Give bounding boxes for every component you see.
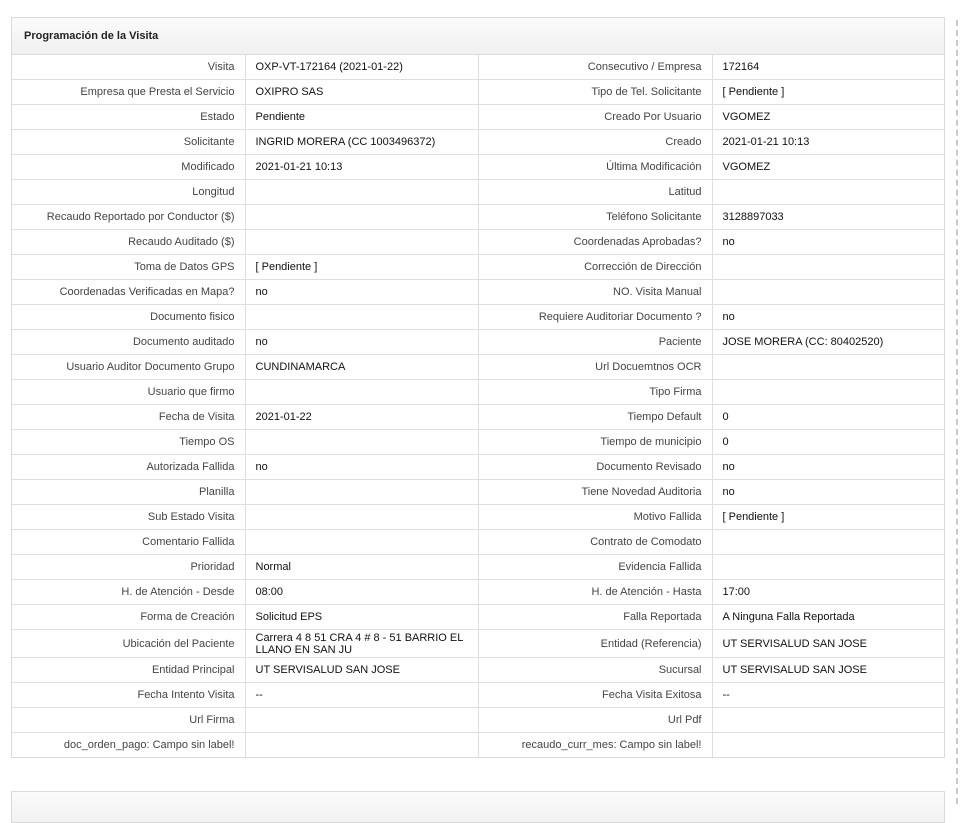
field-value: 0 (712, 405, 944, 430)
table-row (12, 180, 944, 205)
field-value (245, 480, 478, 505)
field-label: Tiene Novedad Auditoria (478, 480, 712, 505)
field-label: Entidad Principal (12, 658, 245, 683)
field-label: Contrato de Comodato (478, 530, 712, 555)
visit-details-table (12, 55, 944, 757)
field-label: Documento fisico (12, 305, 245, 330)
field-label: Sub Estado Visita (12, 505, 245, 530)
field-value: 2021-01-22 (245, 405, 478, 430)
field-label: Autorizada Fallida (12, 455, 245, 480)
field-label: Fecha Intento Visita (12, 683, 245, 708)
table-row (12, 683, 944, 708)
table-row (12, 708, 944, 733)
field-value: no (712, 480, 944, 505)
table-row (12, 480, 944, 505)
table-row (12, 280, 944, 305)
field-label: Recaudo Reportado por Conductor ($) (12, 205, 245, 230)
panel-title: Programación de la Visita (12, 18, 944, 55)
field-value: Solicitud EPS (245, 605, 478, 630)
field-value: 172164 (712, 55, 944, 80)
field-value (712, 530, 944, 555)
field-value: A Ninguna Falla Reportada (712, 605, 944, 630)
field-value: [ Pendiente ] (245, 255, 478, 280)
field-label: H. de Atención - Desde (12, 580, 245, 605)
field-value: no (245, 280, 478, 305)
table-row (12, 230, 944, 255)
field-value: VGOMEZ (712, 155, 944, 180)
table-row (12, 580, 944, 605)
field-value: [ Pendiente ] (712, 505, 944, 530)
table-row (12, 205, 944, 230)
field-value: no (245, 330, 478, 355)
field-label: Tiempo de municipio (478, 430, 712, 455)
table-row (12, 355, 944, 380)
field-label: Creado Por Usuario (478, 105, 712, 130)
field-label: doc_orden_pago: Campo sin label! (12, 733, 245, 758)
table-row (12, 455, 944, 480)
field-label: Fecha de Visita (12, 405, 245, 430)
field-value (245, 708, 478, 733)
field-value (712, 355, 944, 380)
field-label: H. de Atención - Hasta (478, 580, 712, 605)
field-label: Url Docuemtnos OCR (478, 355, 712, 380)
field-value (245, 430, 478, 455)
field-label: Tiempo OS (12, 430, 245, 455)
table-row (12, 330, 944, 355)
field-label: Usuario que firmo (12, 380, 245, 405)
next-panel-header (11, 791, 945, 823)
field-value: 17:00 (712, 580, 944, 605)
field-label: Falla Reportada (478, 605, 712, 630)
field-label: Requiere Auditoriar Documento ? (478, 305, 712, 330)
field-value: INGRID MORERA (CC 1003496372) (245, 130, 478, 155)
field-value (712, 180, 944, 205)
table-row (12, 658, 944, 683)
field-label: Toma de Datos GPS (12, 255, 245, 280)
table-row (12, 255, 944, 280)
field-value (245, 733, 478, 758)
field-value: no (712, 230, 944, 255)
field-value: UT SERVISALUD SAN JOSE (712, 630, 944, 658)
field-value (712, 555, 944, 580)
field-value (245, 505, 478, 530)
field-label: NO. Visita Manual (478, 280, 712, 305)
table-row (12, 80, 944, 105)
field-label: Creado (478, 130, 712, 155)
table-row (12, 555, 944, 580)
field-label: Coordenadas Verificadas en Mapa? (12, 280, 245, 305)
table-row (12, 605, 944, 630)
field-label: Paciente (478, 330, 712, 355)
field-label: Tipo de Tel. Solicitante (478, 80, 712, 105)
field-value: OXIPRO SAS (245, 80, 478, 105)
field-value (245, 305, 478, 330)
field-value: no (712, 455, 944, 480)
field-value (712, 255, 944, 280)
field-value: VGOMEZ (712, 105, 944, 130)
field-value (245, 205, 478, 230)
field-label: Última Modificación (478, 155, 712, 180)
table-row (12, 530, 944, 555)
field-label: Evidencia Fallida (478, 555, 712, 580)
field-value: 0 (712, 430, 944, 455)
field-value (245, 530, 478, 555)
field-label: Ubicación del Paciente (12, 630, 245, 658)
field-value: no (245, 455, 478, 480)
field-label: Documento Revisado (478, 455, 712, 480)
field-value: -- (245, 683, 478, 708)
field-value: OXP-VT-172164 (2021-01-22) (245, 55, 478, 80)
field-label: Fecha Visita Exitosa (478, 683, 712, 708)
table-row (12, 405, 944, 430)
field-label: Teléfono Solicitante (478, 205, 712, 230)
table-row (12, 505, 944, 530)
table-row (12, 305, 944, 330)
field-label: Documento auditado (12, 330, 245, 355)
field-value: 2021-01-21 10:13 (245, 155, 478, 180)
field-value: 3128897033 (712, 205, 944, 230)
field-value: UT SERVISALUD SAN JOSE (712, 658, 944, 683)
field-label: Comentario Fallida (12, 530, 245, 555)
field-value (712, 733, 944, 758)
field-value: Carrera 4 8 51 CRA 4 # 8 - 51 BARRIO EL LLANO EN SAN JU (245, 630, 478, 658)
field-value (245, 180, 478, 205)
field-label: Coordenadas Aprobadas? (478, 230, 712, 255)
field-value (712, 280, 944, 305)
field-value: 2021-01-21 10:13 (712, 130, 944, 155)
field-label: Corrección de Dirección (478, 255, 712, 280)
field-value: no (712, 305, 944, 330)
field-label: Sucursal (478, 658, 712, 683)
field-label: Motivo Fallida (478, 505, 712, 530)
table-row (12, 155, 944, 180)
field-label: Forma de Creación (12, 605, 245, 630)
field-value: CUNDINAMARCA (245, 355, 478, 380)
table-row (12, 380, 944, 405)
field-label: Tiempo Default (478, 405, 712, 430)
field-label: Estado (12, 105, 245, 130)
field-label: Latitud (478, 180, 712, 205)
visit-schedule-panel (11, 17, 945, 758)
table-row (12, 105, 944, 130)
field-label: Planilla (12, 480, 245, 505)
field-label: Entidad (Referencia) (478, 630, 712, 658)
field-value (712, 380, 944, 405)
field-label: Modificado (12, 155, 245, 180)
table-row (12, 430, 944, 455)
field-value (712, 708, 944, 733)
field-label: Url Pdf (478, 708, 712, 733)
field-label: Tipo Firma (478, 380, 712, 405)
field-label: Visita (12, 55, 245, 80)
field-value (245, 380, 478, 405)
field-label: Solicitante (12, 130, 245, 155)
field-value: JOSE MORERA (CC: 80402520) (712, 330, 944, 355)
field-label: Longitud (12, 180, 245, 205)
field-value: 08:00 (245, 580, 478, 605)
field-value: Normal (245, 555, 478, 580)
field-label: Empresa que Presta el Servicio (12, 80, 245, 105)
field-label: Usuario Auditor Documento Grupo (12, 355, 245, 380)
dashed-divider (956, 20, 958, 804)
field-label: recaudo_curr_mes: Campo sin label! (478, 733, 712, 758)
field-value: -- (712, 683, 944, 708)
field-label: Consecutivo / Empresa (478, 55, 712, 80)
table-row (12, 55, 944, 80)
table-row (12, 630, 944, 658)
table-row (12, 733, 944, 758)
field-value: Pendiente (245, 105, 478, 130)
field-value: [ Pendiente ] (712, 80, 944, 105)
table-row (12, 130, 944, 155)
field-label: Url Firma (12, 708, 245, 733)
field-label: Prioridad (12, 555, 245, 580)
field-label: Recaudo Auditado ($) (12, 230, 245, 255)
field-value: UT SERVISALUD SAN JOSE (245, 658, 478, 683)
field-value (245, 230, 478, 255)
